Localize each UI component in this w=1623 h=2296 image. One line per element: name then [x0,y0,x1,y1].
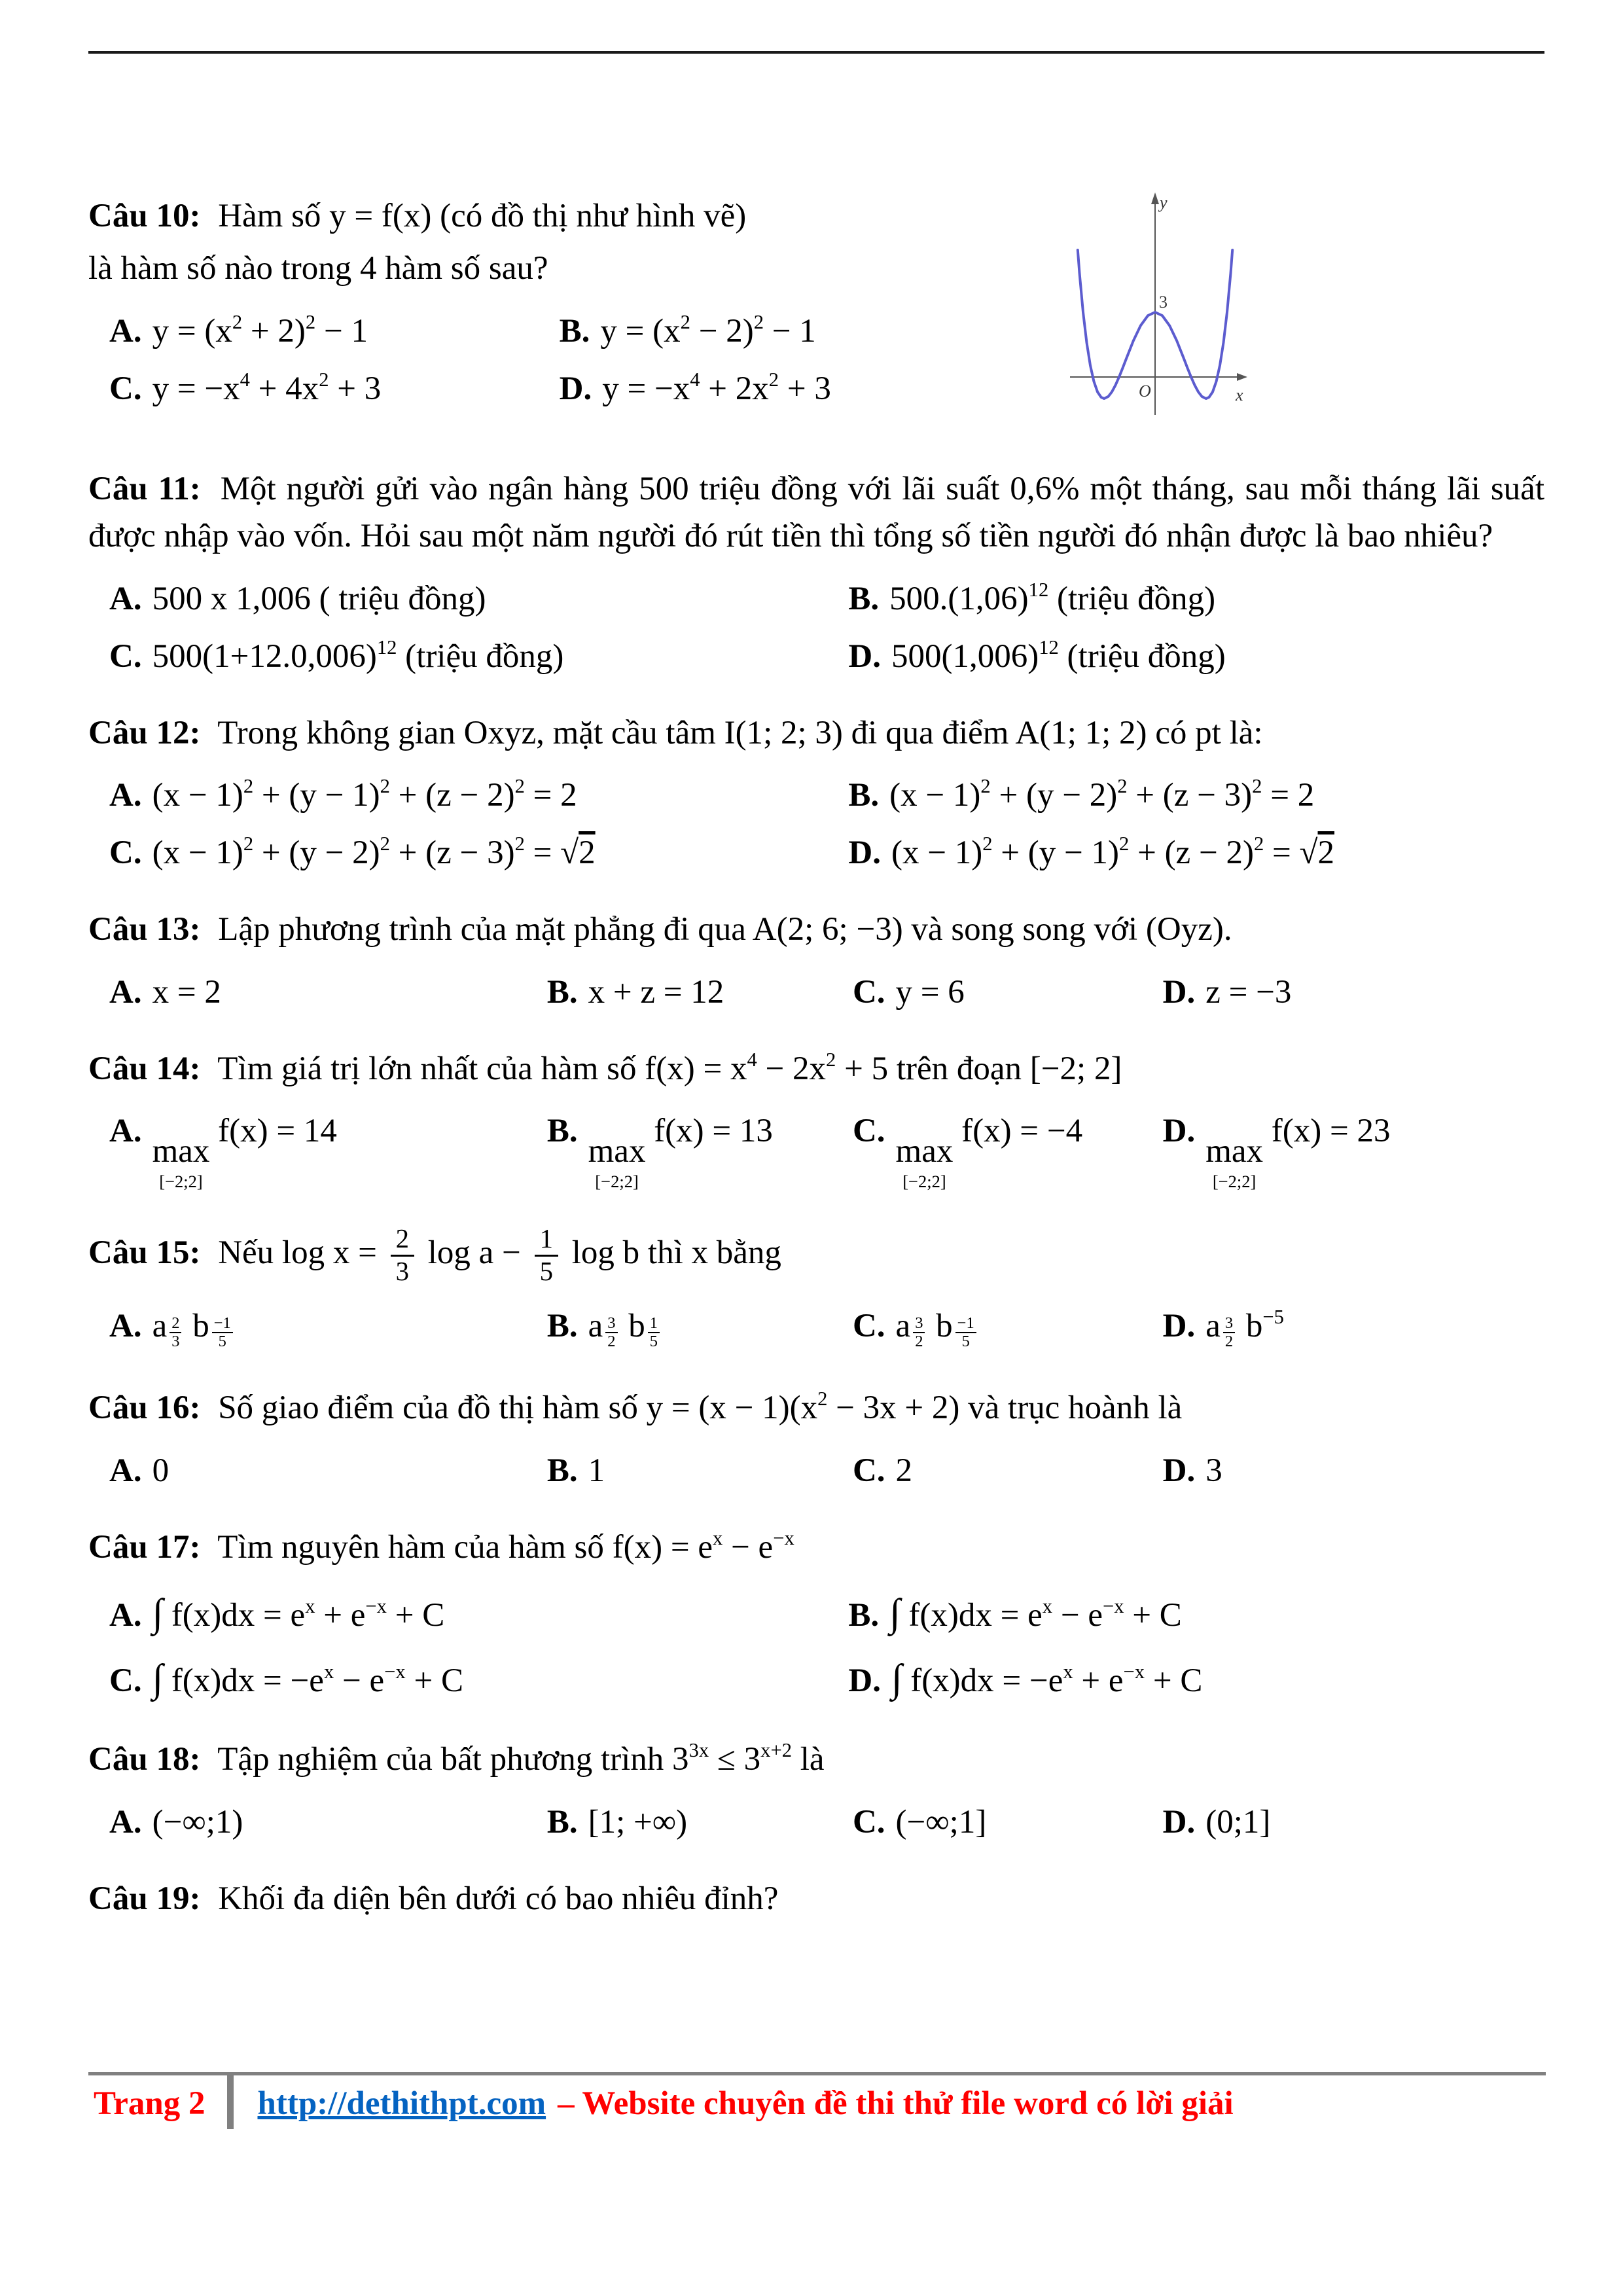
option-a: A. x = 2 [109,973,221,1011]
option-b: B. $y = (x^2 - 2)^2 - 1$ [559,310,816,350]
question-12 [88,709,1544,872]
question-text: Câu 13: Lập phương trình của mặt phẳng đi qua A(2; 6; −3) và song song với (Oyz). [88,911,1232,948]
option-b: B. ∫ $f(x)dx = e^x - e^{-x} + C$ [848,1591,1182,1636]
option-a: A. $(x - 1)^2 + (y - 1)^2 + (z - 2)^2 = 2$ [109,775,577,814]
question-text: Câu 19: Khối đa diện bên dưới có bao nhiêu đỉnh? [88,1880,779,1917]
option-d: D. 3 [1162,1452,1222,1489]
question-number: Câu 17: [88,1528,201,1566]
options-row [88,312,1067,350]
option-b: B. a $\frac{3}{2}$ b $\frac{1}{5}$ [547,1307,853,1350]
footer-tagline: – Website chuyên đề thi thử file word có lời giải [558,2085,1234,2122]
options-row [88,1590,1544,1636]
options-row [88,1452,1544,1490]
option-b: B. $500.(1,06)^{12}$ (triệu đồng) [848,578,1216,617]
question-16 [88,1384,1544,1489]
question-17 [88,1524,1544,1702]
option-c: C. $(x - 1)^2 + (y - 2)^2 + (z - 3)^2 = √2$ [109,833,596,872]
option-d: D. ∫ $f(x)dx = -e^x + e^{-x} + C$ [848,1657,1203,1701]
option-c: C. 2 [852,1452,913,1489]
option-b: B. $(x - 1)^2 + (y - 2)^2 + (z - 3)^2 = 2$ [848,775,1315,814]
option-a: A. a $\frac{2}{3}$ b $\frac{-1}{5}$ [109,1307,547,1350]
option-c: C. $500(1+12.0,006)^{12}$ (triệu đồng) [109,636,564,675]
option-d: D. $(x - 1)^2 + (y - 1)^2 + (z - 2)^2 = √2$ [848,833,1335,872]
option-b: B. [1; +∞) [546,1803,688,1840]
function-graph [1067,187,1250,431]
question-13 [88,906,1544,1011]
option-c: C. ∫ $f(x)dx = -e^x - e^{-x} + C$ [109,1657,463,1701]
question-number: Câu 12: [88,714,201,751]
option-a: A. 0 [109,1452,169,1489]
option-d: D. $500(1,006)^{12}$ (triệu đồng) [848,636,1226,675]
question-text [88,192,1067,240]
question-number: Câu 11: [88,471,201,507]
question-text: Câu 11: Một người gửi vào ngân hàng 500 triệu đồng với lãi suất 0,6% một tháng, sau mỗi tháng lãi suất được nhập vào vốn. Hỏi sau một năm người đó rút tiền thì tổng số tiền người đó nhận được là bao nhiêu? [88,471,1544,555]
option-d: D. $y = -x^4 + 2x^2 + 3$ [559,368,831,407]
question-11 [88,465,1544,675]
x-axis-arrow [1237,373,1247,381]
footer-link[interactable]: http://dethithpt.com [257,2085,546,2122]
option-c: C.max [−2;2] f(x) = −4 [852,1113,1083,1191]
question-number: Câu 15: [88,1234,201,1272]
question-text: Câu 16: Số giao điểm của đồ thị hàm số $y = (x - 1)(x^2 - 3x + 2)$ và trục hoành là [88,1388,1183,1427]
question-text-line2: là hàm số nào trong 4 hàm số sau? [88,250,548,287]
options-row [88,637,1544,675]
question-number: Câu 14: [88,1050,201,1087]
x-axis-label: x [1236,386,1243,404]
question-number: Câu 19: [88,1880,201,1917]
question-10 [88,192,1544,431]
question-19 [88,1875,1544,1922]
option-c: C. a $\frac{3}{2}$ b $\frac{-1}{5}$ [853,1307,1163,1350]
options-row [88,1656,1544,1702]
y-axis-arrow [1151,192,1159,204]
question-number: Câu 13: [88,911,201,948]
options-row [88,1112,1544,1190]
option-c: C. $y = -x^4 + 4x^2 + 3$ [109,368,382,407]
question-18 [88,1736,1544,1840]
option-b: B. 1 [546,1452,605,1489]
question-number: Câu 18: [88,1741,201,1778]
option-d: D. (0;1] [1162,1803,1271,1840]
header-rule [88,51,1544,54]
option-d: D. z = −3 [1162,973,1292,1011]
question-15 [88,1224,1544,1350]
question-text: Câu 17: Tìm nguyên hàm của hàm số $f(x) = e^x - e^{-x}$ [88,1526,794,1566]
question-text: Câu 15: Nếu log x = $\frac{2}{3}$ log a − $\frac{1}{5}$ log b thì x bằng [88,1224,781,1287]
option-d: D. a $\frac{3}{2}$ $b^{-5}$ [1162,1306,1284,1350]
option-a: A.max [−2;2] f(x) = 14 [109,1113,337,1191]
options-row [88,370,1067,408]
peak-value-label: 3 [1159,293,1168,312]
question-text: Câu 14: Tìm giá trị lớn nhất của hàm số $f(x) = x^4 - 2x^2 + 5$ trên đoạn [−2; 2] [88,1048,1122,1087]
options-row [88,973,1544,1011]
option-c: C. y = 6 [852,973,965,1011]
options-row [88,580,1544,618]
footer-text [234,2075,1233,2129]
options-row [88,776,1544,814]
option-b: B.max [−2;2] f(x) = 13 [546,1113,773,1191]
options-row [88,1307,1544,1350]
question-number: Câu 10: [88,198,201,234]
options-row [88,834,1544,872]
page-footer [88,2072,1546,2129]
option-c: C. (−∞;1] [852,1803,987,1840]
option-b: B. x + z = 12 [546,973,724,1011]
origin-label: O [1139,382,1151,401]
page-number: Trang 2 [88,2075,234,2129]
question-text: Câu 18: Tập nghiệm của bất phương trình $3^{3x} \le 3^{x+2}$ là [88,1739,825,1778]
option-a: A. $y = (x^2 + 2)^2 - 1$ [109,310,368,350]
option-a: A. 500 x 1,006 ( triệu đồng) [109,580,486,617]
question-number: Câu 16: [88,1390,201,1427]
y-axis-label: y [1160,193,1168,212]
question-14 [88,1045,1544,1191]
option-a: A. (−∞;1) [109,1803,243,1840]
function-graph-svg [1067,187,1250,423]
options-row [88,1803,1544,1841]
option-d: D.max [−2;2] f(x) = 23 [1162,1113,1391,1191]
question-text: Câu 12: Trong không gian Oxyz, mặt cầu tâm I(1; 2; 3) đi qua điểm A(1; 1; 2) có pt là: [88,714,1263,751]
option-a: A. ∫ $f(x)dx = e^x + e^{-x} + C$ [109,1591,445,1636]
question-text-line1: Hàm số y = f(x) (có đồ thị như hình vẽ) [218,198,747,234]
